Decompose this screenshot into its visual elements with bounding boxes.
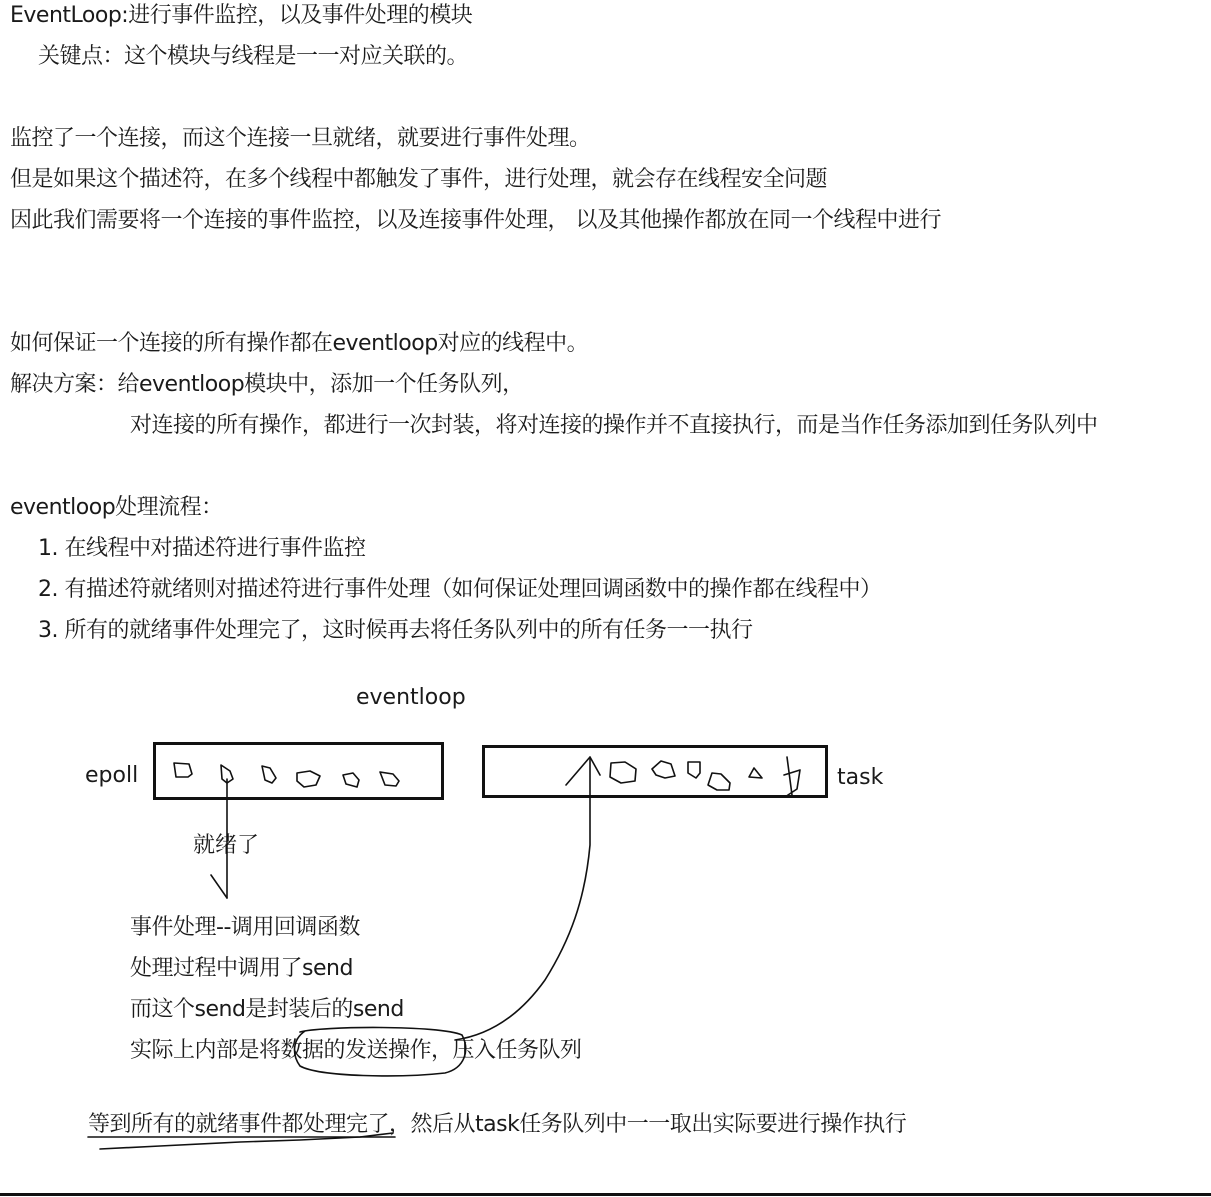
flow-step-2: 2. 有描述符就绪则对描述符进行事件处理（如何保证处理回调函数中的操作都在线程中）	[38, 577, 882, 602]
flow-step-3: 3. 所有的就绪事件处理完了，这时候再去将任务队列中的所有任务一一执行	[38, 618, 753, 643]
heading-eventloop: EventLoop:进行事件监控，以及事件处理的模块	[10, 3, 473, 28]
key-point-text: 关键点：这个模块与线程是一一对应关联的。	[38, 44, 469, 69]
note-line-2: 处理过程中调用了send	[130, 956, 353, 981]
ready-label: 就绪了	[193, 833, 260, 858]
problem-line-3: 因此我们需要将一个连接的事件监控，以及连接事件处理， 以及其他操作都放在同一个线程中进行	[10, 208, 941, 233]
epoll-label: epoll	[85, 763, 139, 788]
flow-step-1: 1. 在线程中对描述符进行事件监控	[38, 536, 366, 561]
note-line-3: 而这个send是封装后的send	[130, 997, 404, 1022]
task-label: task	[837, 765, 884, 790]
flow-title: eventloop处理流程：	[10, 495, 223, 520]
epoll-box	[153, 742, 444, 800]
note-line-4: 实际上内部是将数据的发送操作，压入任务队列	[130, 1038, 582, 1063]
bottom-divider	[0, 1193, 1211, 1196]
note-line-1: 事件处理--调用回调函数	[130, 915, 360, 940]
solution-answer: 解决方案：给eventloop模块中，添加一个任务队列，	[10, 372, 524, 397]
solution-detail: 对连接的所有操作，都进行一次封装，将对连接的操作并不直接执行，而是当作任务添加到任务队列中	[130, 413, 1098, 438]
solution-question: 如何保证一个连接的所有操作都在eventloop对应的线程中。	[10, 331, 589, 356]
diagram-title: eventloop	[356, 685, 466, 710]
problem-line-1: 监控了一个连接，而这个连接一旦就绪，就要进行事件处理。	[10, 126, 591, 151]
curve-arrow-icon	[455, 757, 590, 1040]
problem-line-2: 但是如果这个描述符，在多个线程中都触发了事件，进行处理，就会存在线程安全问题	[10, 167, 828, 192]
conclusion-text: 等到所有的就绪事件都处理完了，然后从task任务队列中一一取出实际要进行操作执行	[88, 1112, 907, 1137]
task-queue-box	[482, 745, 828, 798]
